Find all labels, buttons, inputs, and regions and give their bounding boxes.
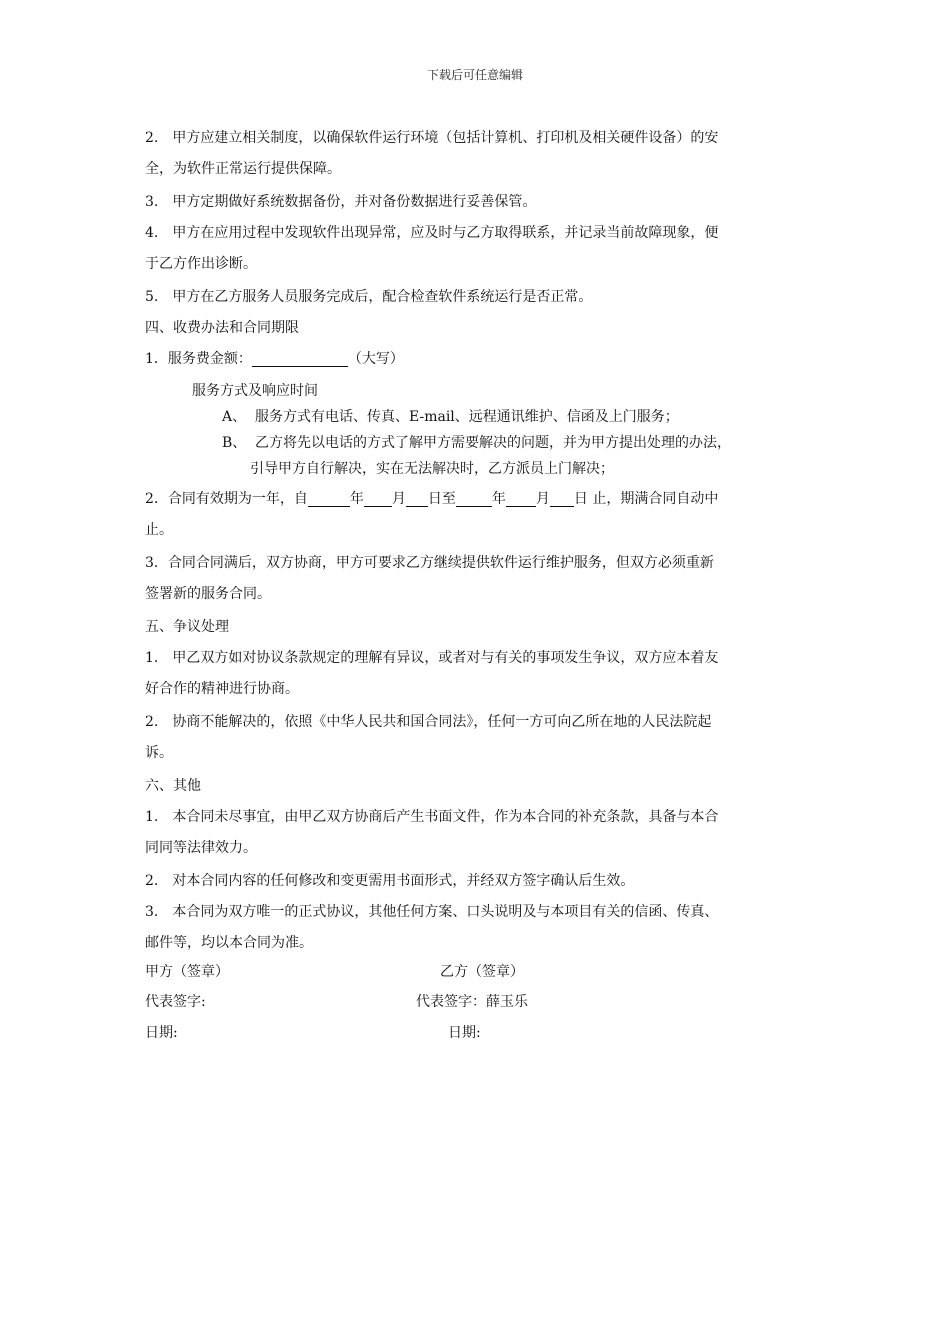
party-b-rep: 代表签字：薛玉乐 — [416, 994, 528, 1010]
page-header: 下载后可任意编辑 — [426, 68, 523, 82]
fee-line — [145, 344, 805, 375]
start-year-blank[interactable] — [308, 488, 350, 507]
clause-6-1-cont: 同同等法律效力。 — [145, 840, 257, 856]
party-b-seal: 乙方（签章） — [440, 964, 524, 980]
clause-3-2: 2. 甲方应建立相关制度，以确保软件运行环境（包括计算机、打印机及相关硬件设备）的安 — [145, 130, 719, 146]
clause-5-1: 1. 甲乙双方如对协议条款规定的理解有异议，或者对与有关的事项发生争议，双方应本着友 — [145, 650, 719, 666]
service-b — [145, 430, 805, 456]
end-day-blank[interactable] — [550, 488, 574, 507]
clause-6-3-cont: 邮件等，均以本合同为准。 — [145, 935, 313, 951]
term-year-1: 年 — [349, 491, 364, 507]
clause-6-2: 2. 对本合同内容的任何修改和变更需用书面形式，并经双方签字确认后生效。 — [145, 873, 635, 889]
term-month-2: 月 — [535, 491, 550, 507]
term-prefix: 2．合同有效期为一年，自 — [145, 491, 308, 507]
clause-6-1: 1. 本合同未尽事宜，由甲乙双方协商后产生书面文件，作为本合同的补充条款，具备与本合 — [145, 809, 719, 825]
clause-6-3: 3. 本合同为双方唯一的正式协议，其他任何方案、口头说明及与本项目有关的信函、传真、 — [145, 904, 719, 920]
term-year-2: 年 — [491, 491, 506, 507]
start-month-blank[interactable] — [364, 488, 392, 507]
term-day-to: 日至 — [427, 491, 456, 507]
end-year-blank[interactable] — [456, 488, 492, 507]
service-a-label: A、 — [222, 409, 247, 425]
service-title: 服务方式及响应时间 — [192, 383, 318, 399]
party-b-date: 日期: — [448, 1025, 481, 1041]
service-b-label: B、 — [222, 435, 247, 451]
end-month-blank[interactable] — [506, 488, 536, 507]
clause-3-3: 3. 甲方定期做好系统数据备份，并对备份数据进行妥善保管。 — [145, 194, 537, 210]
clause-3-2-cont: 全，为软件正常运行提供保障。 — [145, 161, 341, 177]
section-4-title: 四、收费办法和合同期限 — [145, 320, 299, 336]
renew-cont: 签署新的服务合同。 — [145, 586, 271, 602]
service-b-text: 乙方将先以电话的方式了解甲方需要解决的问题，并为甲方提出处理的办法， — [255, 435, 731, 451]
party-a-date: 日期: — [145, 1025, 178, 1041]
term-day-end: 日 止，期满合同自动中 — [573, 491, 719, 507]
clause-5-1-cont: 好合作的精神进行协商。 — [145, 681, 299, 697]
clause-3-4-cont: 于乙方作出诊断。 — [145, 256, 257, 272]
fee-suffix: （大写） — [347, 351, 404, 367]
renew-line: 3．合同合同满后，双方协商，甲方可要求乙方继续提供软件运行维护服务，但双方必须重新 — [145, 555, 714, 571]
party-a-rep: 代表签字: — [145, 994, 206, 1010]
clause-3-4: 4. 甲方在应用过程中发现软件出现异常，应及时与乙方取得联系，并记录当前故障现象，便 — [145, 225, 719, 241]
service-a — [145, 404, 805, 430]
term-line — [145, 484, 805, 515]
term-month-1: 月 — [391, 491, 406, 507]
term-cont: 止。 — [145, 522, 173, 538]
service-b-cont: 引导甲方自行解决，实在无法解决时，乙方派员上门解决； — [250, 461, 614, 477]
clause-5-2: 2. 协商不能解决的，依照《中华人民共和国合同法》，任何一方可向乙所在地的人民法院起 — [145, 714, 712, 730]
contract-body — [145, 123, 805, 961]
section-6-title: 六、其他 — [145, 778, 201, 794]
clause-5-2-cont: 诉。 — [145, 745, 173, 761]
clause-3-5: 5. 甲方在乙方服务人员服务完成后，配合检查软件系统运行是否正常。 — [145, 289, 593, 305]
fee-label: 1．服务费金额： — [145, 351, 252, 367]
service-a-text: 服务方式有电话、传真、E-mail、远程通讯维护、信函及上门服务； — [255, 409, 679, 425]
start-day-blank[interactable] — [406, 488, 428, 507]
party-a-seal: 甲方（签章） — [145, 964, 229, 980]
fee-blank[interactable] — [252, 348, 348, 367]
section-5-title: 五、争议处理 — [145, 619, 229, 635]
